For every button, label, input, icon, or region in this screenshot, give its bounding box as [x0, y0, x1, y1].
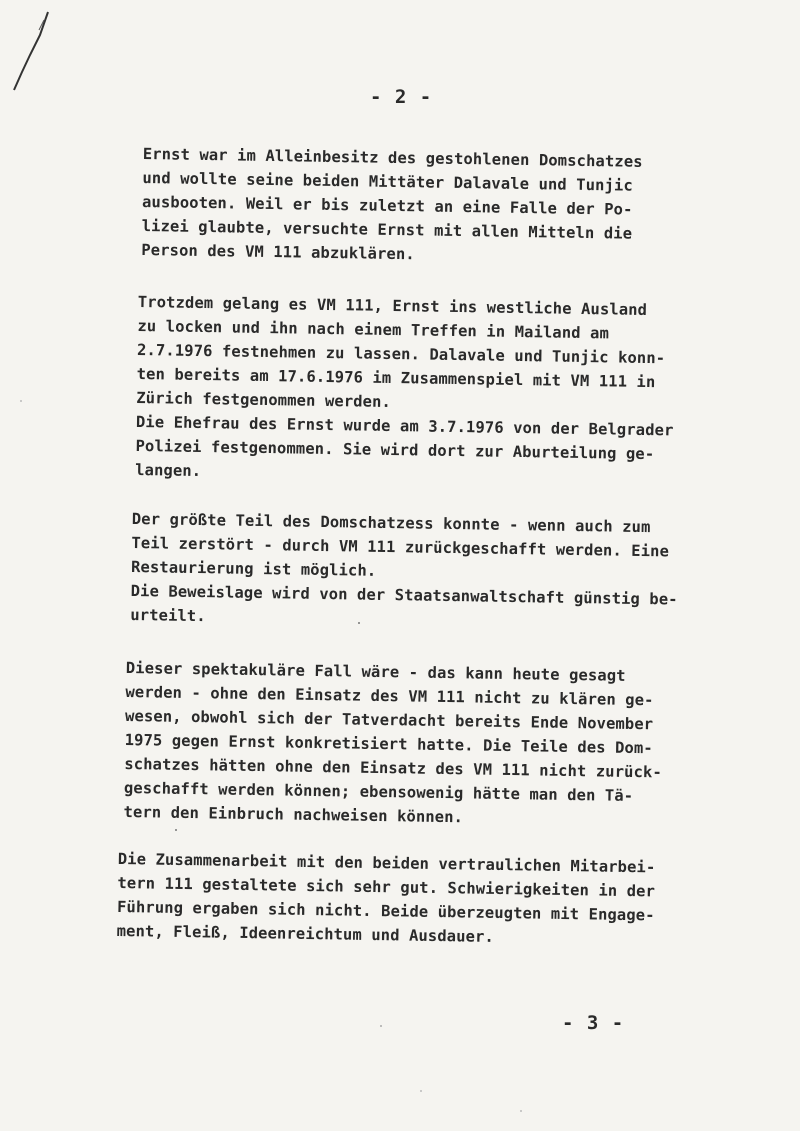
text-line: Polizei festgenommen. Sie wird dort zur Aburteilung ge-	[135, 436, 655, 464]
paragraph-1	[141, 142, 643, 270]
text-line: Führung ergaben sich nicht. Beide überzeugten mit Engage-	[116, 897, 655, 925]
scan-speck	[420, 1090, 422, 1092]
pen-mark	[0, 0, 60, 110]
scan-speck	[380, 1025, 382, 1027]
scan-speck	[175, 829, 177, 831]
text-line: 1975 gegen Ernst konkretisiert hatte. Die Teile des Dom-	[124, 730, 653, 758]
text-line: und wollte seine beiden Mittäter Dalavale und Tunjic	[142, 168, 633, 195]
text-line: Die Zusammenarbeit mit den beiden vertraulichen Mitarbei-	[117, 849, 656, 877]
text-line: werden - ohne den Einsatz des VM 111 nicht zu klären ge-	[125, 682, 654, 710]
text-line: Die Ehefrau des Ernst wurde am 3.7.1976 von der Belgrader	[135, 412, 674, 440]
scan-speck	[520, 1110, 522, 1112]
text-line: tern 111 gestaltete sich sehr gut. Schwierigkeiten in der	[117, 873, 656, 901]
page-number-bottom: - 3 -	[562, 1012, 625, 1034]
text-line: geschafft werden können; ebensowenig hätte man den Tä-	[123, 778, 634, 805]
scan-speck	[20, 400, 22, 402]
text-line: Person des VM 111 abzuklären.	[141, 240, 415, 264]
text-line: 2.7.1976 festnehmen zu lassen. Dalavale und Tunjic konn-	[136, 340, 666, 368]
text-line: Restaurierung ist möglich.	[130, 557, 377, 580]
text-line: Teil zerstört - durch VM 111 zurückgeschafft werden. Eine	[131, 533, 670, 561]
page-number-top: - 2 -	[370, 86, 433, 108]
paragraph-3	[130, 507, 679, 636]
paragraph-5	[116, 847, 655, 951]
text-line: ausbooten. Weil er bis zuletzt an eine Falle der Po-	[141, 192, 633, 219]
text-line: tern den Einbruch nachweisen können.	[123, 802, 464, 827]
text-line: Der größte Teil des Domschatzess konnte - wenn auch zum	[131, 509, 651, 537]
text-line: langen.	[135, 460, 202, 481]
scan-speck	[358, 622, 360, 624]
text-line: zu locken und ihn nach einem Treffen in Mailand am	[137, 316, 610, 343]
text-line: wesen, obwohl sich der Tatverdacht bereits Ende November	[124, 706, 654, 734]
text-line: Dieser spektakuläre Fall wäre - das kann heute gesagt	[125, 658, 626, 685]
text-line: lizei glaubte, versuchte Ernst mit allen Mitteln die	[141, 216, 633, 243]
text-line: ten bereits am 17.6.1976 im Zusammenspiel mit VM 111 in	[136, 364, 656, 392]
paragraph-2	[135, 290, 676, 490]
text-line: Ernst war im Alleinbesitz des gestohlenen Domschatzes	[142, 144, 643, 171]
text-line: Zürich festgenommen werden.	[136, 388, 392, 411]
text-line: ment, Fleiß, Ideenreichtum und Ausdauer.	[116, 921, 495, 946]
text-line: urteilt.	[130, 605, 206, 626]
text-line: Trotzdem gelang es VM 111, Ernst ins westliche Ausland	[137, 292, 648, 319]
paragraph-4	[123, 656, 663, 832]
text-line: Die Beweislage wird von der Staatsanwaltschaft günstig be-	[130, 581, 678, 609]
text-line: schatzes hätten ohne den Einsatz des VM 111 nicht zurück-	[124, 754, 663, 782]
